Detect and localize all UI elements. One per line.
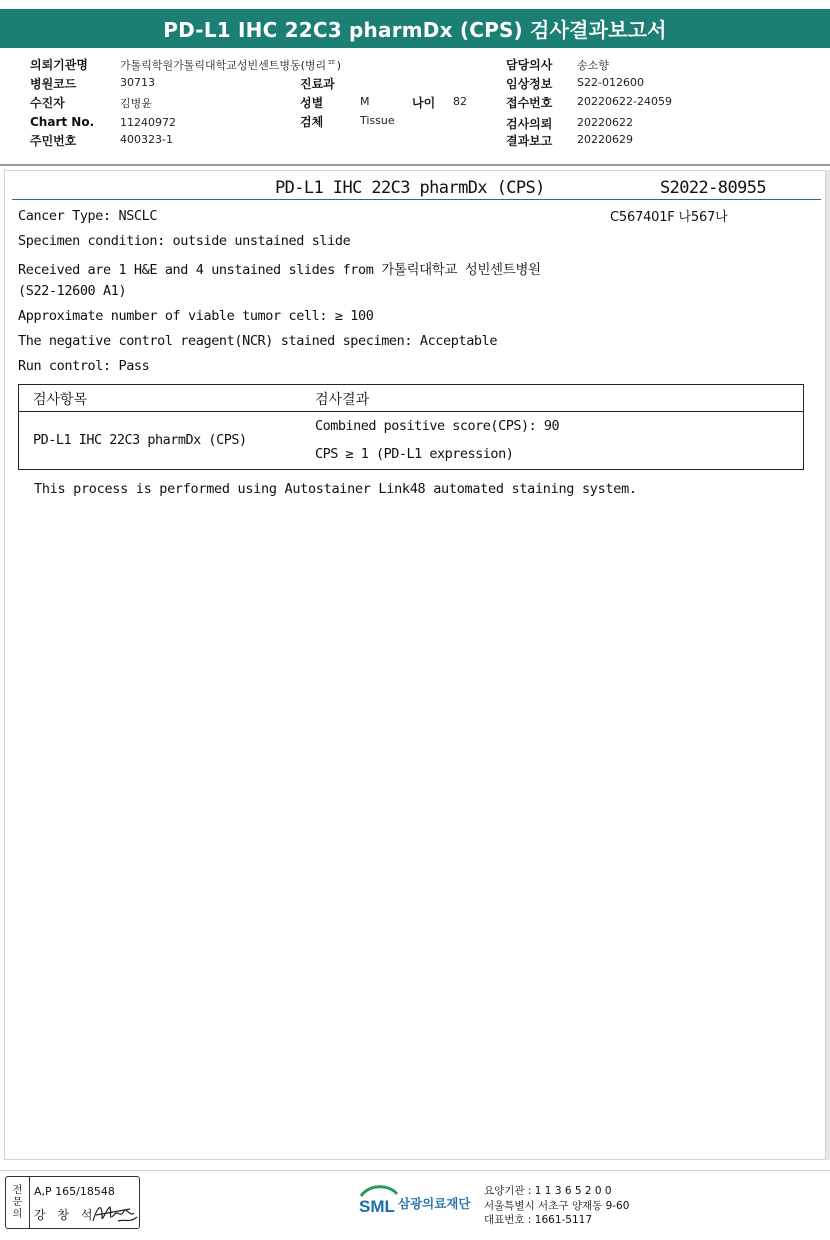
hospital-code-value: 30713: [120, 76, 155, 89]
specimen-condition-line: Specimen condition: outside unstained slide: [18, 233, 351, 249]
physician-value: 송소향: [577, 59, 609, 72]
stamp-name: 강 창 석: [34, 1208, 97, 1222]
sml-logo-icon: [357, 1182, 401, 1222]
stamp-license: A,P 165/18548: [34, 1185, 115, 1198]
specimen-value: Tissue: [360, 114, 395, 127]
run-control-line: Run control: Pass: [18, 358, 150, 374]
col-result-header: 검사결과: [315, 392, 370, 408]
resident-no-label: 주민번호: [30, 134, 77, 148]
signature-image: [90, 1199, 140, 1227]
chart-no-label: Chart No.: [30, 115, 95, 129]
age-value: 82: [453, 95, 467, 108]
header-divider: [0, 164, 830, 166]
department-label: 진료과: [300, 77, 335, 91]
sml-logo-name: 삼광의료재단: [398, 1196, 471, 1211]
test-item-cell: PD-L1 IHC 22C3 pharmDx (CPS): [33, 432, 247, 448]
report-frame-scroll-edge: [826, 170, 830, 1160]
phone-number: 대표번호 : 1661-5117: [484, 1214, 593, 1226]
cancer-type-line: Cancer Type: NSCLC: [18, 208, 158, 224]
institution-code: 요양기관 : 1 1 3 6 5 2 0 0: [484, 1185, 612, 1197]
receipt-no-value: 20220622-24059: [577, 95, 672, 108]
request-date-label: 검사의뢰: [506, 117, 553, 131]
clinical-info-label: 임상정보: [506, 77, 553, 91]
viable-tumor-line: Approximate number of viable tumor cell: ≥ 100: [18, 308, 374, 324]
result-table-header: [19, 385, 803, 412]
age-label: 나이: [412, 96, 436, 110]
report-title-bar: [0, 9, 830, 48]
stamp-side-char: 의: [12, 1208, 23, 1220]
report-number: S2022-80955: [660, 178, 766, 198]
examinee-value: 김병윤: [120, 97, 152, 110]
hospital-code-label: 병원코드: [30, 77, 77, 91]
case-number-line: (S22-12600 A1): [18, 283, 127, 299]
ncr-line: The negative control reagent(NCR) stained specimen: Acceptable: [18, 333, 498, 349]
physician-label: 담당의사: [506, 58, 553, 72]
patient-header: [0, 52, 830, 164]
cps-expression-cell: CPS ≥ 1 (PD-L1 expression): [315, 446, 514, 462]
institution-value: 가톨릭학원가톨릭대학교성빈센트병동(병리ᄑ): [120, 59, 342, 72]
receipt-no-label: 접수번호: [506, 96, 553, 110]
method-note: This process is performed using Autostainer Link48 automated staining system.: [34, 481, 637, 497]
footer-divider: [0, 1170, 830, 1171]
report-heading: PD-L1 IHC 22C3 pharmDx (CPS) 검사결과보고서: [163, 18, 667, 42]
cps-score-cell: Combined positive score(CPS): 90: [315, 418, 560, 434]
stamp-side-char: 문: [12, 1196, 23, 1208]
address: 서울특별시 서초구 양재동 9-60: [484, 1200, 630, 1212]
specimen-label: 검체: [300, 115, 324, 129]
institution-label: 의뢰기관명: [30, 58, 88, 72]
pathologist-stamp: [5, 1176, 140, 1229]
examinee-label: 수진자: [30, 96, 65, 110]
request-date-value: 20220622: [577, 116, 633, 129]
stamp-side-char: 전: [12, 1184, 23, 1196]
report-date-label: 결과보고: [506, 134, 553, 148]
sex-label: 성별: [300, 96, 324, 110]
test-title: PD-L1 IHC 22C3 pharmDx (CPS): [275, 178, 545, 198]
title-underline: [12, 199, 821, 200]
resident-no-value: 400323-1: [120, 133, 173, 146]
col-item-header: 검사항목: [33, 392, 88, 408]
stamp-side-label: [6, 1177, 30, 1228]
received-slides-line: Received are 1 H&E and 4 unstained slides from 가톨릭대학교 성빈센트병원: [18, 262, 541, 278]
clinical-info-value: S22-012600: [577, 76, 644, 89]
report-date-value: 20220629: [577, 133, 633, 146]
code-tag: C567401F 나567나: [610, 210, 728, 225]
chart-no-value: 11240972: [120, 116, 176, 129]
sml-logo-mark: SML: [359, 1197, 395, 1216]
sex-value: M: [360, 95, 370, 108]
result-table: [18, 384, 804, 470]
